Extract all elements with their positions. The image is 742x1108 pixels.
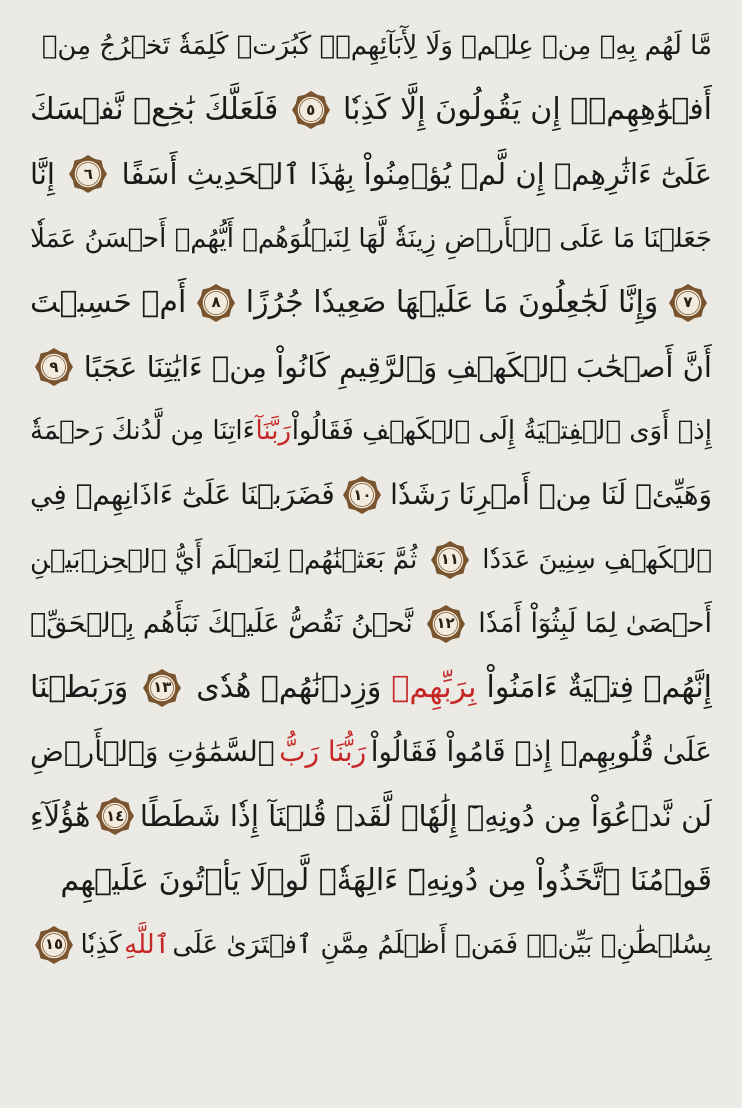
verse-line [30, 784, 712, 848]
ayah-number: ١٥ [44, 935, 64, 954]
verse-line [30, 592, 712, 656]
ayah-number: ١٤ [106, 806, 125, 825]
ayah-number-marker [68, 154, 108, 194]
divine-name-text: رَبَّنَآ [255, 416, 292, 447]
verse-text: إِنَّهُمۡ فِتۡيَةٌ ءَامَنُواْ [486, 669, 712, 705]
verse-line [30, 14, 712, 78]
verse-line [30, 528, 712, 592]
verse-line [30, 720, 712, 784]
verse-text: فَلَعَلَّكَ بَٰخِعٞ نَّفۡسَكَ [30, 92, 279, 128]
verse-text: قَوۡمُنَا ٱتَّخَذُواْ مِن دُونِهِۦٓ ءَالِهَةٗۖ لَّوۡلَا يَأۡتُونَ عَلَيۡهِم [60, 862, 712, 898]
verse-text: وَإِنَّا لَجَٰعِلُونَ مَا عَلَيۡهَا صَعِيدٗا جُرُزًا [245, 284, 659, 320]
verse-text: فَضَرَبۡنَا عَلَىٰٓ ءَاذَانِهِمۡ فِي [30, 478, 335, 512]
verse-line [30, 335, 712, 399]
ayah-number: ٨ [211, 293, 221, 312]
verse-text: كَذِبٗا [80, 929, 122, 960]
verse-text: إِذۡ أَوَى ٱلۡفِتۡيَةُ إِلَى ٱلۡكَهۡفِ فَقَالُواْ [291, 416, 712, 447]
verse-text: مَّا لَهُم بِهِۦ مِنۡ عِلۡمٖ وَلَا لِأٓبَآئِهِمۡۚ كَبُرَتۡ كَلِمَةٗ تَخۡرُجُ مِنۡ [41, 31, 712, 62]
ayah-number: ١٢ [436, 614, 455, 633]
ayah-number-marker [342, 475, 382, 515]
verse-line [30, 656, 712, 720]
verse-line [30, 848, 712, 912]
ayah-number-marker [34, 925, 74, 965]
verse-text: نَّحۡنُ نَقُصُّ عَلَيۡكَ نَبَأَهُم بِٱلۡحَقِّۚ [30, 608, 413, 640]
verse-text: ءَاتِنَا مِن لَّدُنكَ رَحۡمَةٗ [30, 416, 255, 447]
verse-text: ثُمَّ بَعَثۡنَٰهُمۡ لِنَعۡلَمَ أَيُّ ٱلۡحِزۡبَيۡنِ [30, 544, 418, 575]
verse-line [30, 142, 712, 206]
ayah-number-marker [142, 668, 182, 708]
verse-line [30, 271, 712, 335]
verse-text: ٱلۡكَهۡفِ سِنِينَ عَدَدٗا [482, 544, 712, 575]
verse-text: بِسُلۡطَٰنِۭ بَيِّنٖۖ فَمَنۡ أَظۡلَمُ مِمَّنِ ٱفۡتَرَىٰ عَلَى [172, 929, 712, 960]
ayah-number: ١١ [440, 550, 459, 569]
verse-text: لَن نَّدۡعُوَاْ مِن دُونِهِۦٓ إِلَٰهٗاۖ لَّقَدۡ قُلۡنَآ إِذٗا شَطَطًا [139, 798, 712, 833]
verse-line [30, 399, 712, 463]
ayah-number-marker [196, 283, 236, 323]
divine-name-text: بِرَبِّهِمۡ [391, 669, 477, 705]
ayah-number: ٩ [49, 357, 59, 376]
verse-text: أَحۡصَىٰ لِمَا لَبِثُوٓاْ أَمَدٗا [478, 608, 712, 640]
ayah-number: ١٣ [153, 678, 172, 697]
verse-line [30, 463, 712, 527]
verse-line [30, 913, 712, 977]
divine-name-text: ٱللَّهِ [124, 929, 170, 960]
verse-text: أَفۡوَٰهِهِمۡۚ إِن يَقُولُونَ إِلَّا كَذِبٗا [343, 92, 712, 128]
verse-text: إِنَّا [30, 156, 55, 191]
ayah-number-marker [291, 90, 331, 130]
ayah-number: ١٠ [353, 485, 372, 504]
ayah-number: ٦ [83, 164, 93, 183]
verse-text: هَٰٓؤُلَآءِ [30, 798, 91, 833]
verse-text: وَرَبَطۡنَا [30, 669, 129, 705]
ayah-number-marker [668, 283, 708, 323]
verse-text: أَنَّ أَصۡحَٰبَ ٱلۡكَهۡفِ وَٱلرَّقِيمِ كَانُواْ مِنۡ ءَايَٰتِنَا عَجَبًا [83, 349, 712, 384]
ayah-number-marker [426, 604, 466, 644]
verse-text: وَزِدۡنَٰهُمۡ هُدٗى [196, 669, 382, 705]
ayah-number: ٥ [306, 100, 316, 119]
verse-text: ٱلسَّمَٰوَٰتِ وَٱلۡأَرۡضِ [30, 735, 275, 769]
verse-line [30, 78, 712, 142]
verse-line [30, 207, 712, 271]
verse-text: عَلَىٰٓ ءَاثَٰرِهِمۡ إِن لَّمۡ يُؤۡمِنُواْ بِهَٰذَا ٱلۡحَدِيثِ أَسَفًا [121, 156, 712, 191]
verse-text: جَعَلۡنَا مَا عَلَى ٱلۡأَرۡضِ زِينَةٗ لَّهَا لِنَبۡلُوَهُمۡ أَيُّهُمۡ أَحۡسَنُ عَمَلٗا [30, 223, 712, 254]
verse-text: وَهَيِّئۡ لَنَا مِنۡ أَمۡرِنَا رَشَدٗا [390, 478, 712, 512]
verse-text: عَلَىٰ قُلُوبِهِمۡ إِذۡ قَامُواْ فَقَالُواْ [370, 735, 712, 769]
divine-name-text: رَبُّنَا رَبُّ [279, 735, 367, 769]
ayah-number-marker [95, 796, 135, 836]
verse-text: أَمۡ حَسِبۡتَ [30, 284, 187, 320]
ayah-number-marker [430, 540, 470, 580]
ayah-number: ٧ [683, 293, 693, 312]
ayah-number-marker [34, 347, 74, 387]
